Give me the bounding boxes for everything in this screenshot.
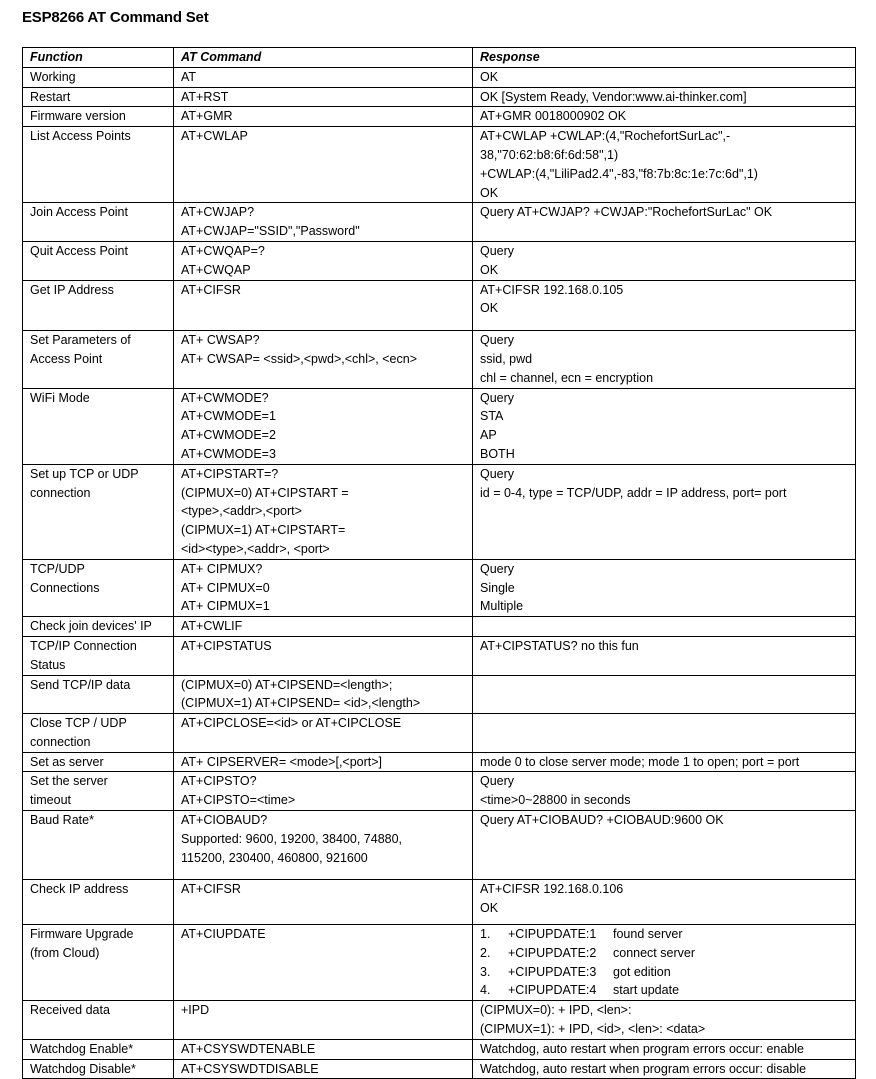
- response-cell-line: Multiple: [480, 599, 524, 614]
- function-cell: [23, 925, 174, 1001]
- command-cell-line: AT+ CIPMUX=1: [181, 599, 270, 614]
- response-cell: [473, 241, 856, 280]
- table-row: [23, 772, 856, 811]
- table-row: [23, 559, 856, 616]
- update-status: connect server: [613, 945, 695, 960]
- command-cell: [174, 636, 473, 675]
- function-cell-line: Working: [30, 69, 76, 84]
- table-row: [23, 107, 856, 127]
- response-cell-line: OK [System Ready, Vendor:www.ai-thinker.com]: [480, 89, 747, 104]
- command-cell: [174, 752, 473, 772]
- list-number: 3.: [480, 964, 491, 979]
- response-cell-line: STA: [480, 409, 504, 424]
- function-cell-line: Watchdog Enable*: [30, 1041, 134, 1056]
- command-cell-line: AT+CWMODE=2: [181, 428, 276, 443]
- function-cell-line: Quit Access Point: [30, 243, 128, 258]
- response-cell: [473, 559, 856, 616]
- update-status: start update: [613, 983, 680, 998]
- response-cell: [473, 1001, 856, 1040]
- command-cell-line: AT+ CIPMUX?: [181, 561, 263, 576]
- command-cell-line: (CIPMUX=0) AT+CIPSTART =: [181, 485, 349, 500]
- function-cell-line: (from Cloud): [30, 945, 100, 960]
- function-cell-line: connection: [30, 734, 91, 749]
- response-cell: [473, 87, 856, 107]
- function-cell: [23, 388, 174, 464]
- function-cell: [23, 714, 174, 753]
- table-row: [23, 280, 856, 331]
- command-cell-line: AT+CWMODE=1: [181, 409, 276, 424]
- response-cell: [473, 107, 856, 127]
- response-cell: [473, 388, 856, 464]
- table-row: [23, 1039, 856, 1059]
- table-row: [23, 636, 856, 675]
- function-cell: [23, 107, 174, 127]
- command-cell-line: (CIPMUX=0) AT+CIPSEND=<length>;: [181, 677, 393, 692]
- function-cell: [23, 67, 174, 87]
- function-cell-line: Set the server: [30, 774, 108, 789]
- command-cell-line: AT: [181, 69, 197, 84]
- command-cell-line: AT+ CWSAP= <ssid>,<pwd>,<chl>, <ecn>: [181, 351, 418, 366]
- command-cell-line: AT+CIPSTO?: [181, 774, 257, 789]
- response-list-item: [480, 963, 855, 982]
- function-cell: [23, 772, 174, 811]
- function-cell-line: Connections: [30, 580, 100, 595]
- header-at-command: AT Command: [174, 48, 473, 68]
- response-cell-line: Query: [480, 561, 515, 576]
- update-code: +CIPUPDATE:4: [508, 983, 597, 998]
- function-cell-line: List Access Points: [30, 129, 131, 144]
- function-cell-line: timeout: [30, 793, 71, 808]
- command-cell-line: AT+CWJAP="SSID","Password": [181, 224, 360, 239]
- response-cell: [473, 675, 856, 714]
- command-cell: [174, 203, 473, 242]
- command-cell: [174, 107, 473, 127]
- response-cell-line: (CIPMUX=1): + IPD, <id>, <len>: <data>: [480, 1022, 706, 1037]
- function-cell: [23, 1001, 174, 1040]
- response-cell-line: id = 0-4, type = TCP/UDP, addr = IP address, port= port: [480, 485, 787, 500]
- command-cell: [174, 1001, 473, 1040]
- command-cell-line: AT+CIPSTART=?: [181, 466, 279, 481]
- command-cell-line: AT+CWMODE?: [181, 390, 269, 405]
- table-row: [23, 880, 856, 925]
- function-cell-line: Restart: [30, 89, 71, 104]
- response-cell: [473, 67, 856, 87]
- response-cell-line: (CIPMUX=0): + IPD, <len>:: [480, 1003, 632, 1018]
- command-cell: [174, 280, 473, 331]
- command-cell: [174, 388, 473, 464]
- function-cell-line: Close TCP / UDP: [30, 716, 127, 731]
- update-status: found server: [613, 927, 683, 942]
- function-cell: [23, 464, 174, 559]
- response-cell-line: OK: [480, 69, 499, 84]
- function-cell-line: Watchdog Disable*: [30, 1061, 136, 1076]
- response-cell: [473, 203, 856, 242]
- function-cell: [23, 87, 174, 107]
- list-number: 1.: [480, 927, 491, 942]
- header-response: Response: [473, 48, 856, 68]
- response-cell-line: Query: [480, 774, 515, 789]
- function-cell-line: Check IP address: [30, 882, 129, 897]
- command-cell-line: AT+ CIPSERVER= <mode>[,<port>]: [181, 754, 383, 769]
- command-cell-line: AT+CIPSTO=<time>: [181, 793, 296, 808]
- table-row: [23, 241, 856, 280]
- command-cell: [174, 880, 473, 925]
- response-cell-line: mode 0 to close server mode; mode 1 to open; port = port: [480, 754, 800, 769]
- response-cell-line: AT+CIFSR 192.168.0.106: [480, 882, 624, 897]
- table-row: [23, 331, 856, 388]
- response-cell-line: AT+GMR 0018000902 OK: [480, 109, 627, 124]
- response-cell-line: OK: [480, 185, 499, 200]
- command-cell: [174, 714, 473, 753]
- response-cell: [473, 1059, 856, 1079]
- command-cell-line: AT+CWLIF: [181, 619, 243, 634]
- function-cell-line: Status: [30, 657, 66, 672]
- response-cell: [473, 331, 856, 388]
- command-cell-line: AT+CSYSWDTDISABLE: [181, 1061, 319, 1076]
- response-cell-line: [480, 676, 855, 695]
- update-code: +CIPUPDATE:3: [508, 964, 597, 979]
- table-row: [23, 87, 856, 107]
- response-cell-line: [480, 617, 855, 636]
- command-cell-line: AT+ CIPMUX=0: [181, 580, 270, 595]
- function-cell-line: Set Parameters of: [30, 333, 131, 348]
- response-cell: [473, 925, 856, 1001]
- response-cell: [473, 464, 856, 559]
- table-row: [23, 714, 856, 753]
- function-cell-line: WiFi Mode: [30, 390, 90, 405]
- table-row: [23, 925, 856, 1001]
- document-title: ESP8266 AT Command Set: [22, 9, 209, 26]
- response-cell-line: ssid, pwd: [480, 351, 533, 366]
- response-cell: [473, 617, 856, 637]
- response-cell: [473, 880, 856, 925]
- header-function: Function: [23, 48, 174, 68]
- command-cell-line: AT+CWLAP: [181, 129, 248, 144]
- table-row: [23, 1001, 856, 1040]
- function-cell-line: Check join devices' IP: [30, 619, 152, 634]
- table-row: [23, 1059, 856, 1079]
- function-cell-line: Set as server: [30, 754, 104, 769]
- function-cell-line: Firmware version: [30, 109, 126, 124]
- function-cell-line: Access Point: [30, 351, 103, 366]
- response-cell-line: Query AT+CIOBAUD? +CIOBAUD:9600 OK: [480, 813, 724, 828]
- command-cell: [174, 1039, 473, 1059]
- response-cell-line: OK: [480, 901, 499, 916]
- table-row: [23, 752, 856, 772]
- response-cell-line: [480, 714, 855, 733]
- command-cell: [174, 127, 473, 203]
- update-code: +CIPUPDATE:1: [508, 927, 597, 942]
- command-cell-line: <id><type>,<addr>, <port>: [181, 541, 330, 556]
- response-cell-line: Query: [480, 466, 515, 481]
- function-cell: [23, 280, 174, 331]
- response-cell-line: AT+CWLAP +CWLAP:(4,"RochefortSurLac",-: [480, 129, 731, 144]
- update-code: +CIPUPDATE:2: [508, 945, 597, 960]
- response-cell-line: Single: [480, 580, 515, 595]
- command-cell: [174, 559, 473, 616]
- function-cell-line: Baud Rate*: [30, 813, 94, 828]
- response-cell-line: <time>0~28800 in seconds: [480, 793, 631, 808]
- command-cell-line: AT+CWQAP: [181, 262, 251, 277]
- command-cell-line: AT+CWJAP?: [181, 205, 255, 220]
- function-cell: [23, 752, 174, 772]
- response-list-item: [480, 925, 855, 944]
- list-number: 2.: [480, 945, 491, 960]
- response-cell: [473, 127, 856, 203]
- command-cell-line: AT+CWQAP=?: [181, 243, 265, 258]
- response-cell: [473, 1039, 856, 1059]
- command-cell-line: AT+CIUPDATE: [181, 927, 266, 942]
- command-cell: [174, 331, 473, 388]
- response-cell-line: Query AT+CWJAP? +CWJAP:"RochefortSurLac" OK: [480, 205, 773, 220]
- response-cell-line: Query: [480, 243, 515, 258]
- function-cell: [23, 241, 174, 280]
- response-list-item: [480, 981, 855, 1000]
- command-cell-line: AT+CIPSTATUS: [181, 638, 272, 653]
- function-cell: [23, 617, 174, 637]
- function-cell-line: TCP/UDP: [30, 561, 85, 576]
- response-cell-line: chl = channel, ecn = encryption: [480, 370, 654, 385]
- response-cell-line: Query: [480, 333, 515, 348]
- command-cell-line: AT+GMR: [181, 109, 233, 124]
- table-row: [23, 811, 856, 880]
- function-cell: [23, 1039, 174, 1059]
- table-row: [23, 127, 856, 203]
- command-cell-line: (CIPMUX=1) AT+CIPSEND= <id>,<length>: [181, 696, 421, 711]
- command-cell-line: AT+ CWSAP?: [181, 333, 260, 348]
- list-number: 4.: [480, 983, 491, 998]
- function-cell: [23, 127, 174, 203]
- command-cell: [174, 1059, 473, 1079]
- table-row: [23, 67, 856, 87]
- command-cell: [174, 925, 473, 1001]
- table-row: [23, 203, 856, 242]
- table-row: [23, 464, 856, 559]
- function-cell-line: Received data: [30, 1003, 110, 1018]
- table-row: [23, 388, 856, 464]
- command-cell: [174, 241, 473, 280]
- command-cell-line: AT+RST: [181, 89, 229, 104]
- function-cell: [23, 880, 174, 925]
- response-list-item: [480, 944, 855, 963]
- command-cell-line: <type>,<addr>,<port>: [181, 504, 302, 519]
- command-cell: [174, 87, 473, 107]
- function-cell: [23, 1059, 174, 1079]
- function-cell-line: connection: [30, 485, 91, 500]
- command-cell-line: Supported: 9600, 19200, 38400, 74880,: [181, 831, 403, 846]
- function-cell-line: Firmware Upgrade: [30, 927, 134, 942]
- response-cell-line: Watchdog, auto restart when program errors occur: disable: [480, 1061, 807, 1076]
- function-cell-line: Join Access Point: [30, 205, 128, 220]
- response-cell: [473, 714, 856, 753]
- command-cell-line: AT+CSYSWDTENABLE: [181, 1041, 316, 1056]
- command-cell: [174, 617, 473, 637]
- response-cell-line: OK: [480, 262, 499, 277]
- function-cell-line: Set up TCP or UDP: [30, 466, 139, 481]
- command-cell-line: AT+CIOBAUD?: [181, 813, 268, 828]
- function-cell: [23, 331, 174, 388]
- function-cell: [23, 675, 174, 714]
- function-cell: [23, 636, 174, 675]
- response-cell-line: AT+CIPSTATUS? no this fun: [480, 638, 639, 653]
- response-cell: [473, 772, 856, 811]
- response-cell-line: AP: [480, 428, 497, 443]
- table-row: [23, 617, 856, 637]
- function-cell-line: Send TCP/IP data: [30, 677, 131, 692]
- function-cell: [23, 203, 174, 242]
- response-cell-line: BOTH: [480, 446, 515, 461]
- function-cell: [23, 559, 174, 616]
- response-cell-line: OK: [480, 301, 499, 316]
- update-status: got edition: [613, 964, 671, 979]
- response-cell-line: 38,"70:62:b8:6f:6d:58",1): [480, 147, 619, 162]
- response-cell-line: Query: [480, 390, 515, 405]
- response-cell: [473, 811, 856, 880]
- table-row: [23, 675, 856, 714]
- table-header-row: [23, 48, 856, 68]
- command-cell: [174, 772, 473, 811]
- command-cell-line: AT+CIFSR: [181, 882, 241, 897]
- command-cell-line: AT+CIPCLOSE=<id> or AT+CIPCLOSE: [181, 716, 402, 731]
- command-cell-line: AT+CWMODE=3: [181, 446, 276, 461]
- command-cell: [174, 675, 473, 714]
- command-cell: [174, 67, 473, 87]
- command-cell-line: (CIPMUX=1) AT+CIPSTART=: [181, 523, 346, 538]
- command-cell: [174, 464, 473, 559]
- command-cell-line: AT+CIFSR: [181, 282, 241, 297]
- command-cell-line: +IPD: [181, 1003, 210, 1018]
- command-cell-line: 115200, 230400, 460800, 921600: [181, 850, 368, 865]
- response-cell-line: Watchdog, auto restart when program errors occur: enable: [480, 1041, 804, 1056]
- at-command-table: [22, 47, 856, 1079]
- command-cell: [174, 811, 473, 880]
- response-cell: [473, 752, 856, 772]
- function-cell-line: Get IP Address: [30, 282, 114, 297]
- response-cell-line: +CWLAP:(4,"LiliPad2.4",-83,"f8:7b:8c:1e:7c:6d",1): [480, 166, 758, 181]
- function-cell-line: TCP/IP Connection: [30, 638, 137, 653]
- response-cell-line: AT+CIFSR 192.168.0.105: [480, 282, 624, 297]
- response-cell: [473, 280, 856, 331]
- response-cell: [473, 636, 856, 675]
- function-cell: [23, 811, 174, 880]
